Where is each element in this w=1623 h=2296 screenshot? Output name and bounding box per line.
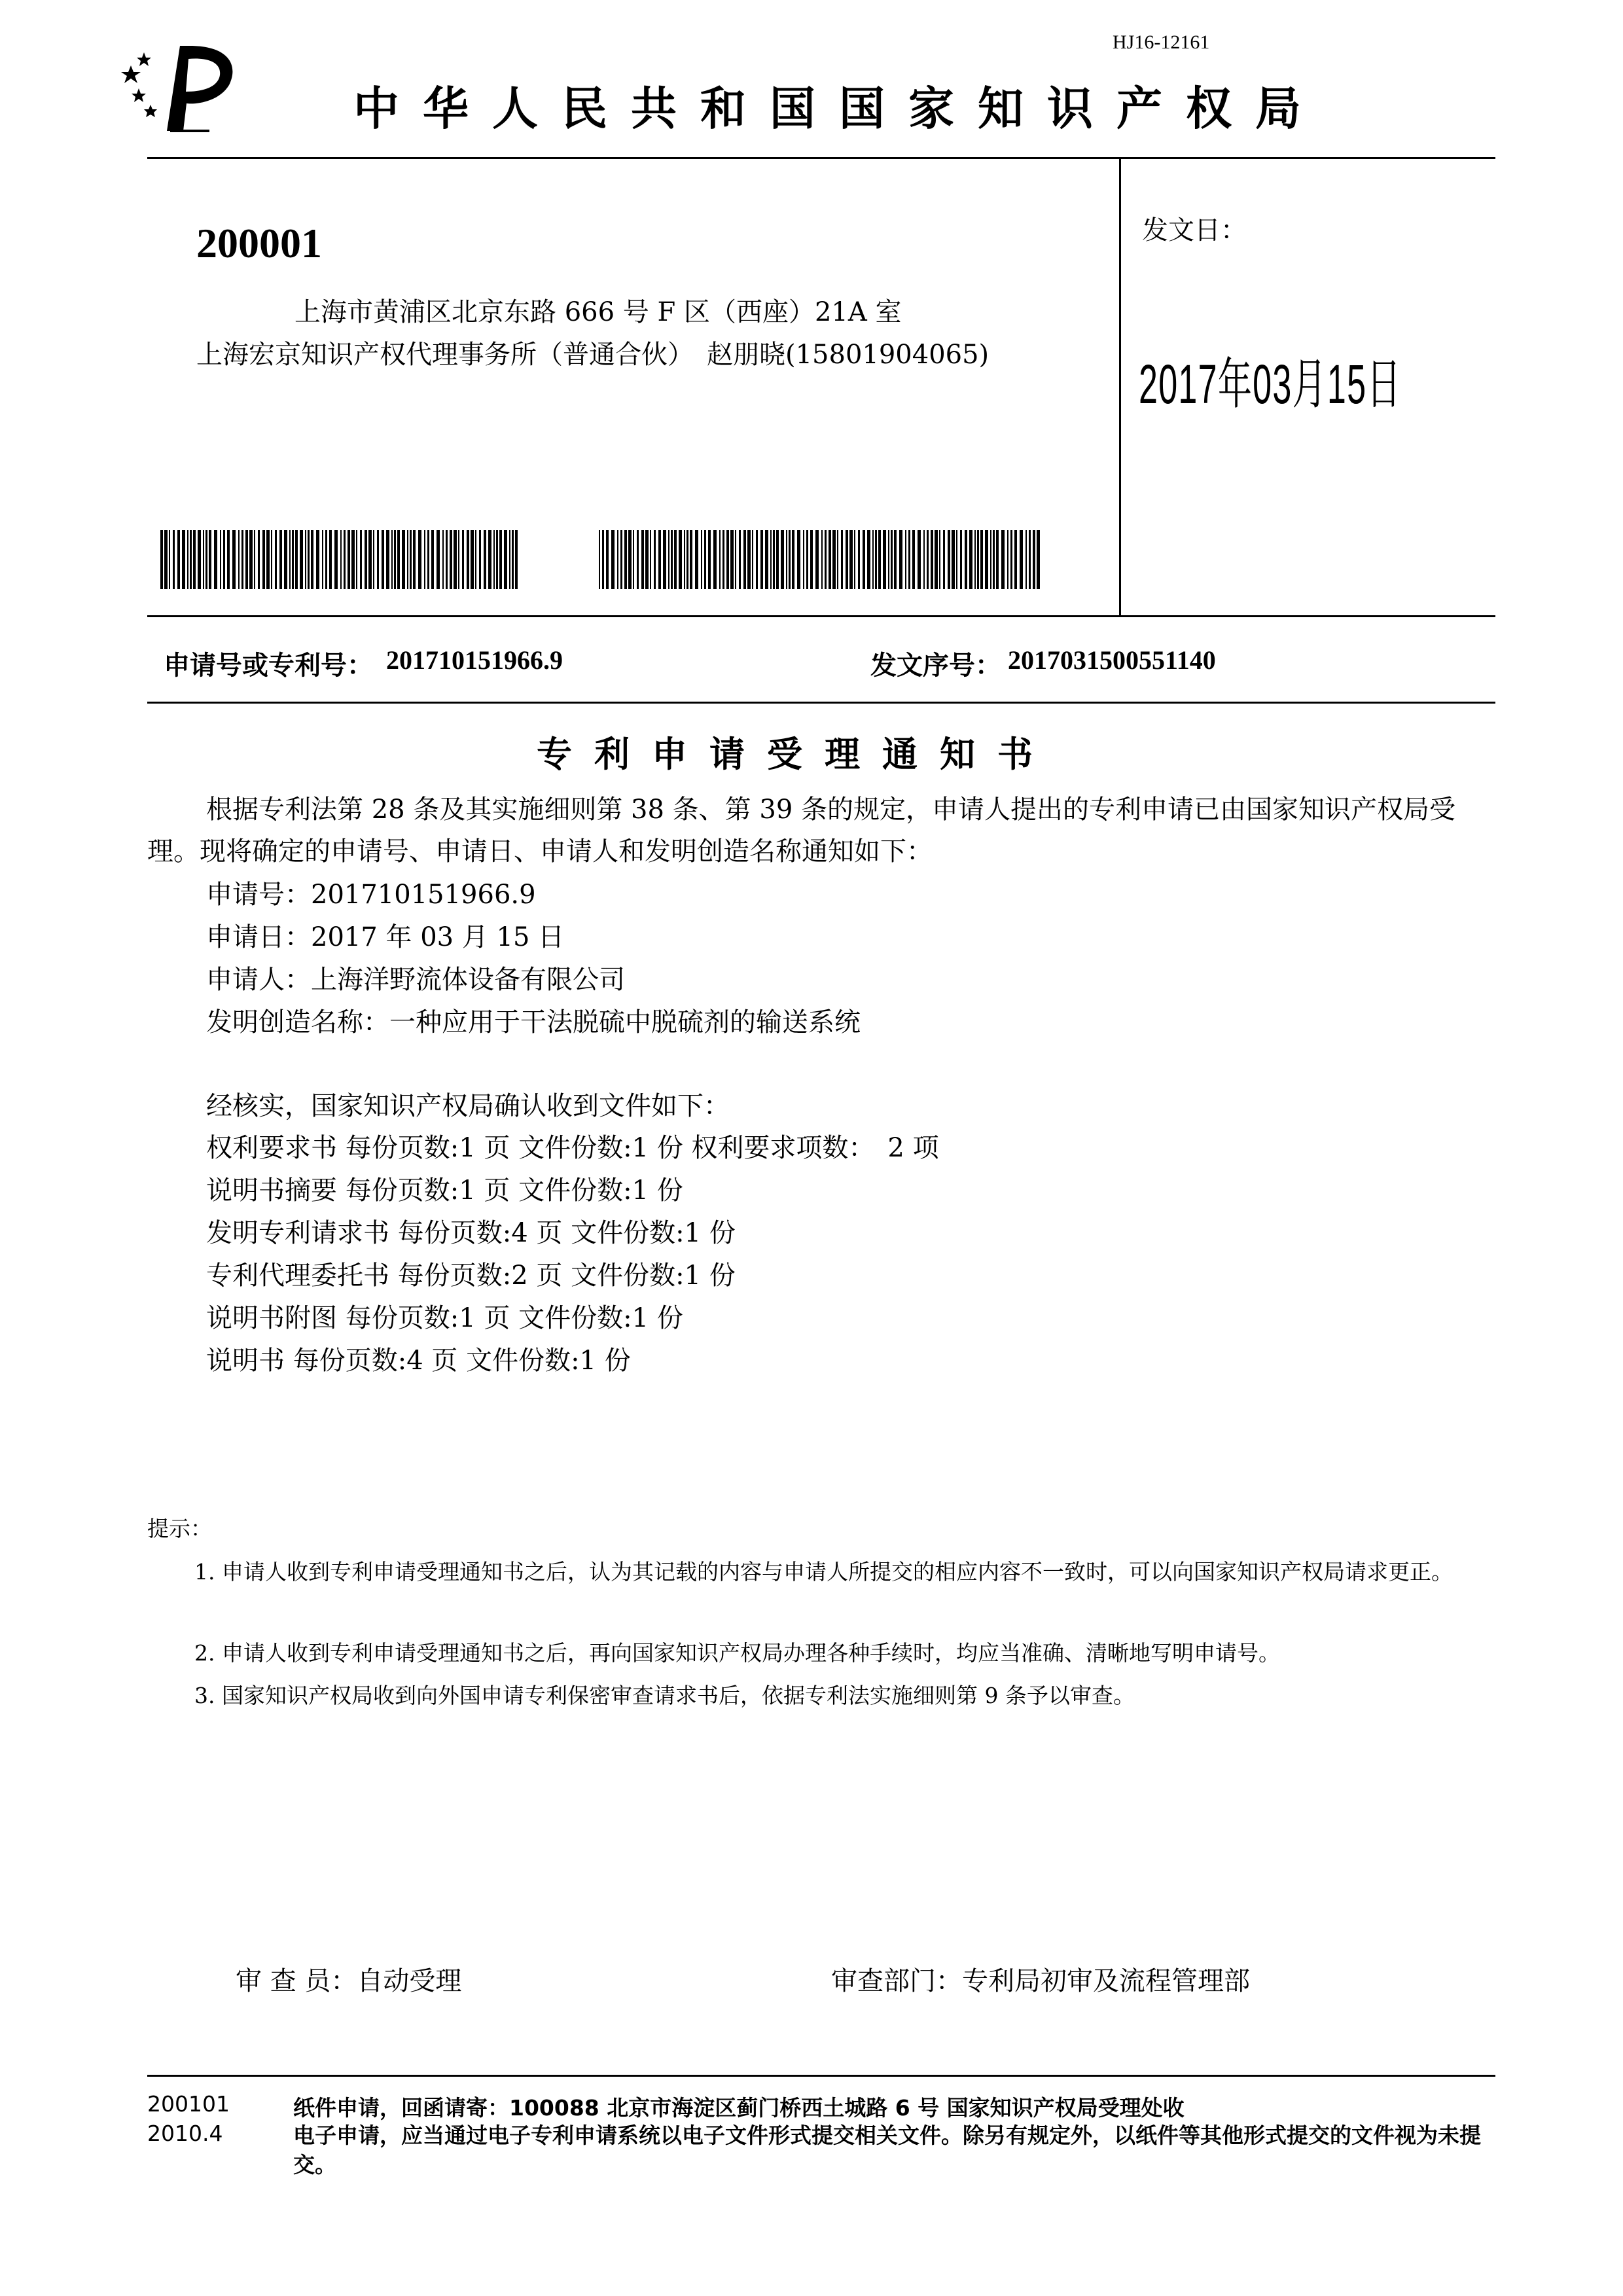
serial-number: 2017031500551140 (1008, 645, 1216, 675)
document-code: HJ16-12161 (1113, 31, 1210, 53)
application-number: 201710151966.9 (386, 645, 563, 675)
office-title: 中华人民共和国国家知识产权局 (353, 82, 1325, 135)
field-application-date: 申请日：2017 年 03 月 15 日 (206, 922, 565, 952)
document-line: 说明书附图 每份页数:1 页 文件份数:1 份 (206, 1303, 683, 1333)
field-invention-title: 发明创造名称：一种应用于干法脱硫中脱硫剂的输送系统 (206, 1007, 861, 1037)
postcode: 200001 (196, 220, 322, 266)
recipient-address: 上海市黄浦区北京东路 666 号 F 区（西座）21A 室 (294, 297, 902, 327)
footer-electronic-instructions: 电子申请，应当通过电子专利申请系统以电子文件形式提交相关文件。除另有规定外，以纸件等其他形式提交的文件视为未提交。 (293, 2123, 1481, 2178)
header-divider (147, 157, 1495, 159)
tip-item: 3. 国家知识产权局收到向外国申请专利保密审查请求书后，依据专利法实施细则第 9 条予以审查。 (194, 1683, 1135, 1708)
issue-date: 2017年03月15日 (1139, 353, 1402, 415)
recipient-agency: 上海宏京知识产权代理事务所（普通合伙） 赵朋晓(15801904065) (196, 340, 990, 370)
received-intro: 经核实，国家知识产权局确认收到文件如下： (206, 1091, 730, 1121)
cnipa-logo-icon (118, 39, 249, 137)
footer-mail-instructions: 纸件申请，回函请寄：100088 北京市海淀区蓟门桥西土城路 6 号 国家知识产权局受理处收 (293, 2095, 1185, 2121)
meta-top-divider (147, 615, 1495, 617)
field-application-number: 申请号：201710151966.9 (206, 880, 536, 910)
vertical-divider (1119, 157, 1121, 615)
footer-divider (147, 2075, 1495, 2077)
notice-title: 专利申请受理通知书 (537, 734, 1055, 775)
document-line: 说明书 每份页数:4 页 文件份数:1 份 (206, 1346, 631, 1376)
serial-number-label: 发文序号： (870, 650, 1001, 681)
tips-heading: 提示： (147, 1516, 212, 1541)
examiner: 审 查 员：自动受理 (236, 1966, 462, 1996)
field-applicant: 申请人：上海洋野流体设备有限公司 (206, 965, 625, 995)
application-number-label: 申请号或专利号： (164, 650, 373, 681)
form-code: 200101 (147, 2091, 230, 2117)
department: 审查部门：专利局初审及流程管理部 (831, 1966, 1250, 1996)
issue-date-label: 发文日： (1142, 215, 1247, 245)
barcode-left (160, 530, 520, 589)
document-line: 说明书摘要 每份页数:1 页 文件份数:1 份 (206, 1175, 683, 1206)
intro-paragraph: 根据专利法第 28 条及其实施细则第 38 条、第 39 条的规定，申请人提出的专利申请已由国家知识产权局受理。现将确定的申请号、申请日、申请人和发明创造名称通知如下： (147, 795, 1455, 867)
document-line: 专利代理委托书 每份页数:2 页 文件份数:1 份 (206, 1261, 736, 1291)
tip-item: 2. 申请人收到专利申请受理通知书之后，再向国家知识产权局办理各种手续时，均应当准确、清晰地写明申请号。 (194, 1640, 1280, 1666)
barcode-right (599, 530, 1041, 589)
form-date: 2010.4 (147, 2121, 223, 2146)
meta-bottom-divider (147, 702, 1495, 704)
document-line: 权利要求书 每份页数:1 页 文件份数:1 份 权利要求项数： 2 项 (206, 1133, 939, 1163)
document-line: 发明专利请求书 每份页数:4 页 文件份数:1 份 (206, 1218, 736, 1248)
tip-item: 1. 申请人收到专利申请受理通知书之后，认为其记载的内容与申请人所提交的相应内容不一致时，可以向国家知识产权局请求更正。 (194, 1559, 1453, 1585)
